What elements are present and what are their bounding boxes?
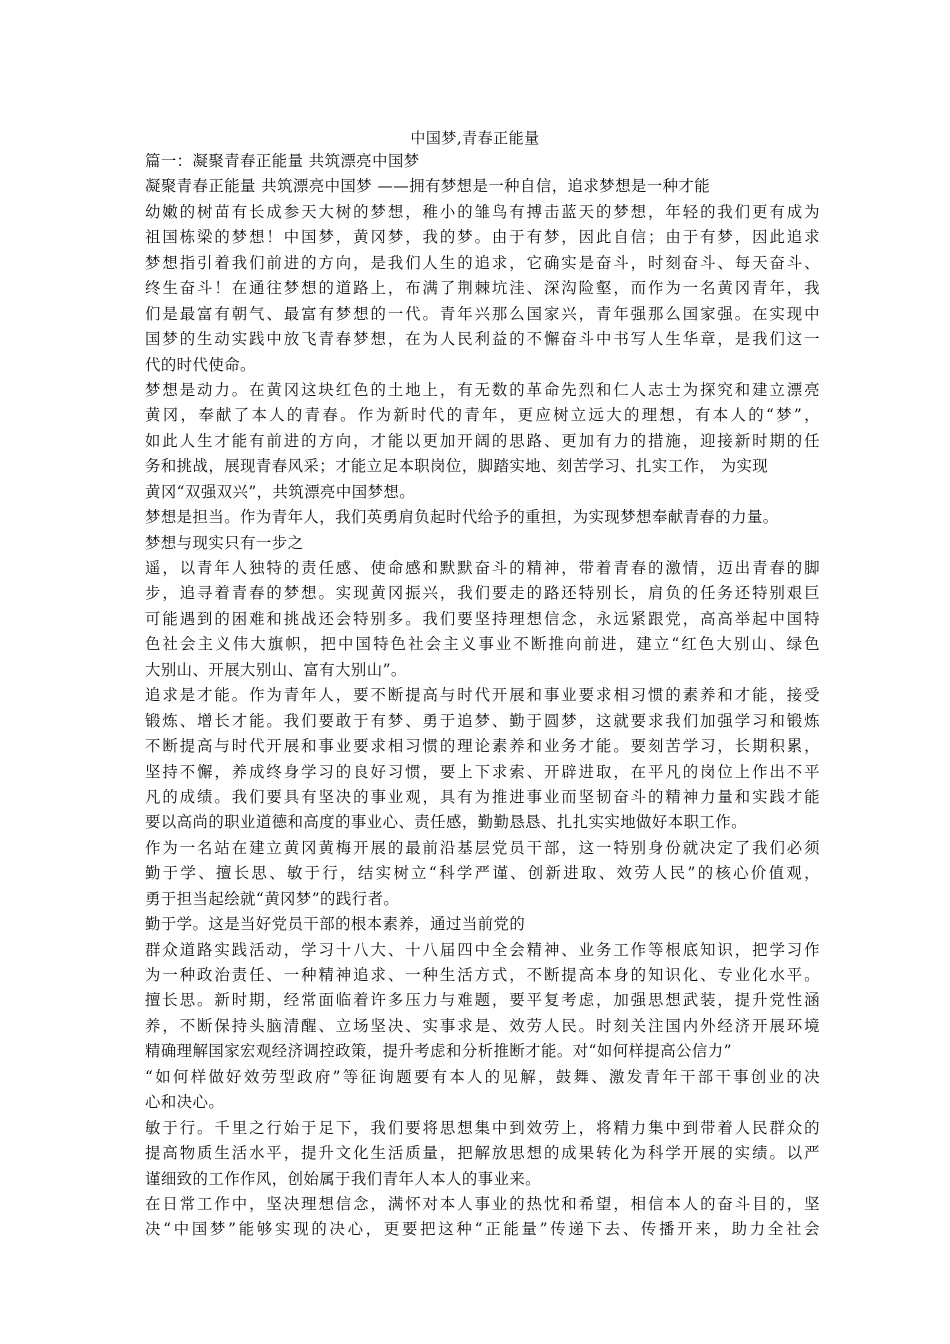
text-line: 养，不断保持头脑清醒、立场坚决、实事求是、效劳人民。时刻关注国内外经济开展环境 (145, 1016, 820, 1035)
text-line: 色社会主义伟大旗帜，把中国特色社会主义事业不断推向前进，建立“红色大别山、绿色 (145, 635, 820, 654)
text-line: 篇一：凝聚青春正能量 共筑漂亮中国梦 (145, 152, 420, 170)
text-line: 梦想与现实只有一步之 (145, 533, 304, 552)
text-line: 作为一名站在建立黄冈黄梅开展的最前沿基层党员干部，这一特别身份就决定了我们必须 (145, 838, 820, 857)
text-line: 大别山、开展大别山、富有大别山”。 (145, 660, 407, 679)
text-line: 凡的成绩。我们要具有坚决的事业观，具有为推进事业而坚韧奋斗的精神力量和实践才能 (145, 787, 820, 806)
text-line: 梦想是动力。在黄冈这块红色的土地上，有无数的革命先烈和仁人志士为探究和建立漂亮 (145, 380, 820, 399)
text-line: 敏于行。千里之行始于足下，我们要将思想集中到效劳上，将精力集中到带着人民群众的 (145, 1118, 820, 1137)
text-line: 不断提高与时代开展和事业要求相习惯的理论素养和业务才能。要刻苦学习，长期积累， (145, 737, 820, 756)
text-line: 步，追寻着青春的梦想。实现黄冈振兴，我们要走的路还特别长，肩负的任务还特别艰巨 (145, 584, 820, 603)
text-line: 精确理解国家宏观经济调控政策，提升考虑和分析推断才能。对“如何样提高公信力” (145, 1042, 732, 1061)
text-line: 国梦的生动实践中放飞青春梦想，在为人民利益的不懈奋斗中书写人生华章，是我们这一 (145, 330, 820, 349)
text-line: 们是最富有朝气、最富有梦想的一代。青年兴那么国家兴，青年强那么国家强。在实现中 (145, 304, 820, 323)
text-line: 决“中国梦”能够实现的决心，更要把这种“正能量”传递下去、传播开来，助力全社会 (145, 1220, 820, 1239)
text-line: 勇于担当起绘就“黄冈梦”的践行者。 (145, 889, 400, 908)
text-line: 黄冈，奉献了本人的青春。作为新时代的青年，更应树立远大的理想，有本人的“梦”， (145, 406, 820, 425)
text-line: “如何样做好效劳型政府”等征询题要有本人的见解，鼓舞、激发青年干部干事创业的决 (145, 1067, 820, 1086)
text-line: 梦想是担当。作为青年人，我们英勇肩负起时代给予的重担，为实现梦想奉献青春的力量。 (145, 508, 779, 527)
text-line: 可能遇到的困难和挑战还会特别多。我们要坚持理想信念，永远紧跟党，高高举起中国特 (145, 609, 820, 628)
text-line: 代的时代使命。 (145, 355, 256, 374)
text-line: 祖国栋梁的梦想！中国梦，黄冈梦，我的梦。由于有梦，因此自信；由于有梦，因此追求 (145, 228, 820, 247)
text-line: 勤于学、擅长思、敏于行，结实树立“科学严谨、创新进取、效劳人民”的核心价值观， (145, 864, 820, 883)
text-line: 终生奋斗！在通往梦想的道路上，布满了荆棘坑洼、深沟险壑，而作为一名黄冈青年，我 (145, 279, 820, 298)
text-line: 务和挑战，展现青春风采；才能立足本职岗位，脚踏实地、刻苦学习、扎实工作， 为实现 (145, 457, 769, 476)
document-title: 中国梦,青春正能量 (410, 129, 540, 147)
text-line: 提高物质生活水平，提升文化生活质量，把解放思想的成果转化为科学开展的实绩。以严 (145, 1144, 820, 1163)
text-line: 群众道路实践活动，学习十八大、十八届四中全会精神、业务工作等根底知识，把学习作 (145, 940, 820, 959)
text-line: 锻炼、增长才能。我们要敢于有梦、勇于追梦、勤于圆梦，这就要求我们加强学习和锻炼 (145, 711, 820, 730)
text-line: 凝聚青春正能量 共筑漂亮中国梦 ——拥有梦想是一种自信，追求梦想是一种才能 (145, 177, 711, 196)
document-body (145, 149, 820, 1243)
text-line: 幼嫩的树苗有长成参天大树的梦想，稚小的雏鸟有搏击蓝天的梦想，年轻的我们更有成为 (145, 202, 820, 221)
text-line: 如此人生才能有前进的方向，才能以更加开阔的思路、更加有力的措施，迎接新时期的任 (145, 431, 820, 450)
text-line: 梦想指引着我们前进的方向，是我们人生的追求，它确实是奋斗，时刻奋斗、每天奋斗、 (145, 253, 820, 272)
text-line: 谨细致的工作作风，创始属于我们青年人本人的事业来。 (145, 1169, 542, 1188)
text-line: 坚持不懈，养成终身学习的良好习惯，要上下求索、开辟进取，在平凡的岗位上作出不平 (145, 762, 820, 781)
text-line: 勤于学。这是当好党员干部的根本素养，通过当前党的 (145, 915, 526, 934)
text-line: 在日常工作中，坚决理想信念，满怀对本人事业的热忱和希望，相信本人的奋斗目的，坚 (145, 1194, 820, 1213)
text-line: 擅长思。新时期，经常面临着许多压力与难题，要平复考虑，加强思想武装，提升党性涵 (145, 991, 820, 1010)
text-line: 为一种政治责任、一种精神追求、一种生活方式，不断提高本身的知识化、专业化水平。 (145, 966, 820, 984)
text-line: 追求是才能。作为青年人，要不断提高与时代开展和事业要求相习惯的素养和才能，接受 (145, 686, 820, 705)
text-line: 黄冈“双强双兴”，共筑漂亮中国梦想。 (145, 482, 416, 501)
text-line: 要以高尚的职业道德和高度的事业心、责任感，勤勤恳恳、扎扎实实地做好本职工作。 (145, 813, 747, 832)
text-line: 遥，以青年人独特的责任感、使命感和默默奋斗的精神，带着青春的激情，迈出青春的脚 (145, 559, 820, 577)
text-line: 心和决心。 (145, 1093, 225, 1112)
